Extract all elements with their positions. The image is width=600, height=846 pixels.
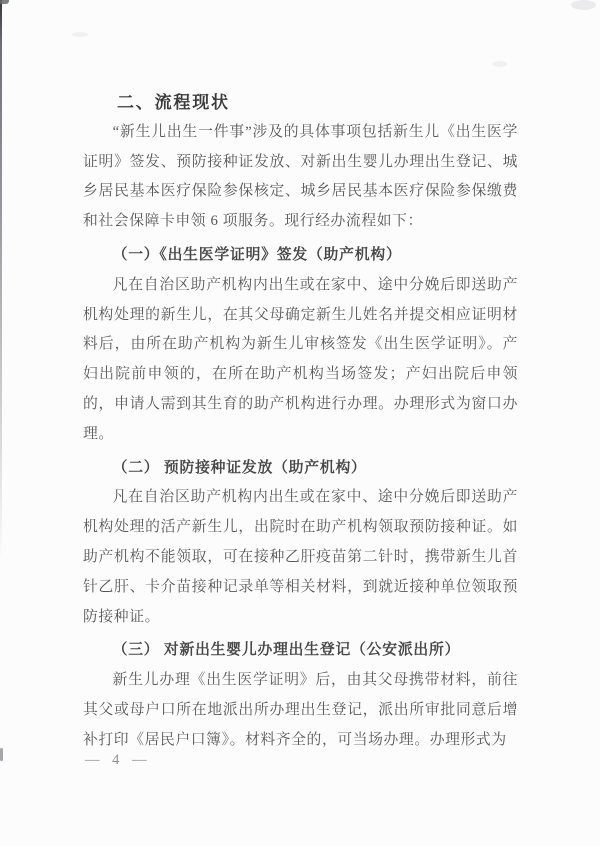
scan-smudge-2 <box>492 61 507 67</box>
scan-corner-mark <box>0 0 9 4</box>
subsection-2-title: （二） 预防接种证发放（助产机构） <box>112 459 367 476</box>
intro-paragraph: “新生儿出生一件事”涉及的具体事项包括新生儿《出生医学证明》签发、预防接种证发放、对新出生婴儿办理出生登记、城乡居民基本医疗保险参保核定、城乡居民基本医疗保险参保缴费和社会保障卡申领 6 项服务。现行经办流程如下： <box>83 123 518 230</box>
page-number: — 4 — <box>85 752 148 768</box>
subsection-3-title: （三） 对新出生婴儿办理出生登记（公安派出所） <box>112 642 461 659</box>
section-heading: 二、流程现状 <box>117 93 230 112</box>
subsection-1-title: （一）《出生医学证明》签发（助产机构） <box>112 246 402 263</box>
subsection-1-body: 凡在自治区助产机构内出生或在家中、途中分娩后即送助产机构处理的新生儿，在其父母确定新生儿姓名并提交相应证明材料后，由所在助产机构为新生儿审核签发《出生医学证明》。产妇出院前申领的，在所在助产机构当场签发；产妇出院后申领的，申请人需到其生育的助产机构进行办理。办理形式为窗口办理。 <box>83 276 518 442</box>
scan-blob-left-edge <box>0 748 3 761</box>
scan-smudge-1 <box>72 32 88 37</box>
subsection-2-body: 凡在自治区助产机构内出生或在家中、途中分娩后即送助产机构处理的活产新生儿，出院时在助产机构领取预防接种证。如助产机构不能领取，可在接种乙肝疫苗第二针时，携带新生儿首针乙肝、卡介苗接种记录单等相关材料，到就近接种单位领取预防接种证。 <box>83 489 518 625</box>
scan-smudge-top-right <box>571 0 596 10</box>
document-body <box>83 88 518 756</box>
scan-edge-artifact <box>0 0 2 560</box>
subsection-3-body: 新生儿办理《出生医学证明》后，由其父母携带材料，前往其父或母户口所在地派出所办理出生登记，派出所审批同意后增补打印《居民户口簿》。材料齐全的，可当场办理。办理形式为 <box>83 672 518 748</box>
